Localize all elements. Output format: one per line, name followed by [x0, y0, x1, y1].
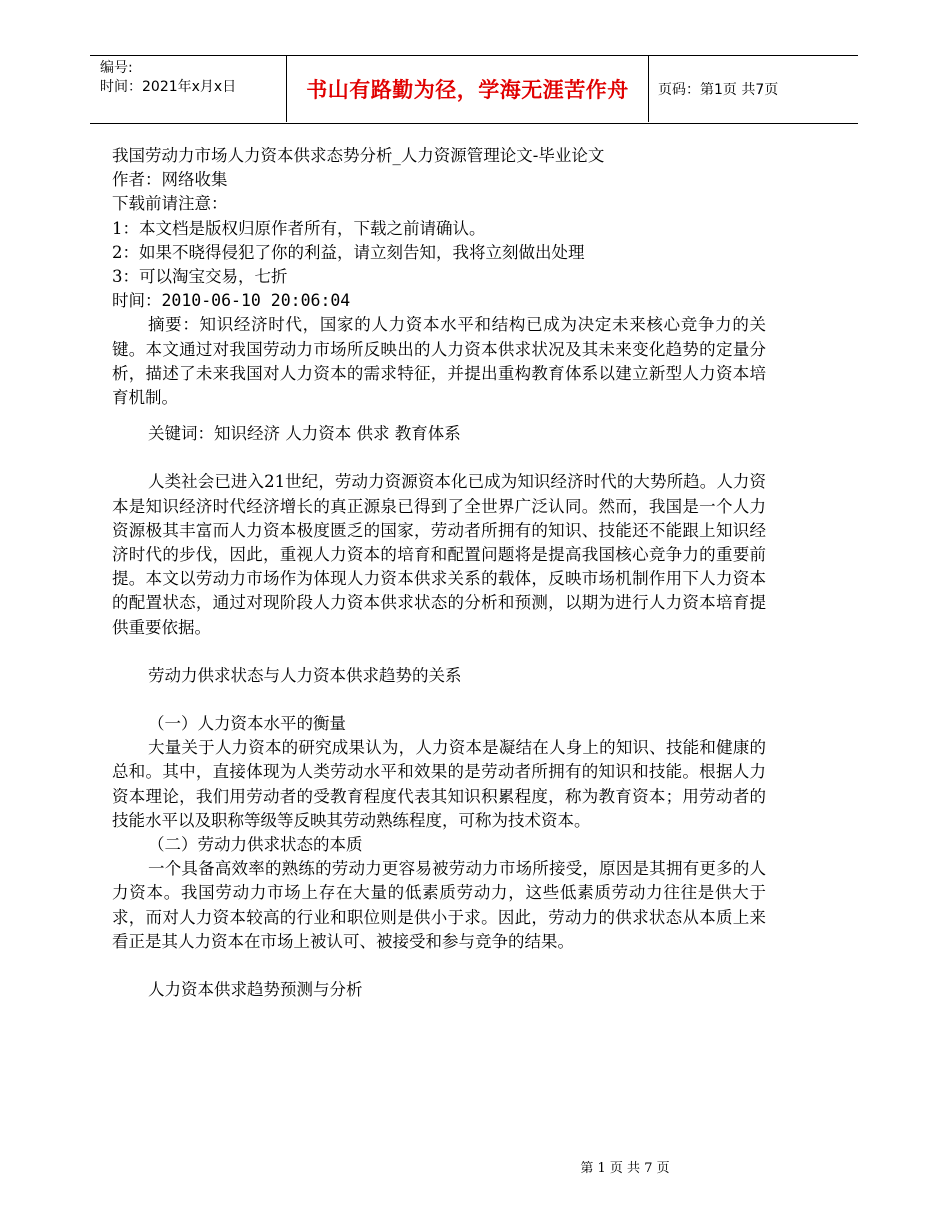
notice-title: 下载前请注意： [112, 194, 228, 214]
intro-paragraph: 人类社会已进入21世纪，劳动力资源资本化已成为知识经济时代的大势所趋。人力资本是知识经济时代经济增长的真正源泉已得到了全世界广泛认同。然而，我国是一个人力资源极其丰富而人力资本极度匮乏的国家，劳动者所拥有的知识、技能还不能跟上知识经济时代的步伐，因此，重视人力资本的培育和配置问题将是提高我国核心竞争力的重要前提。本文以劳动力市场作为体现人力资本供求关系的载体，反映市场机制作用下人力资本的配置状态，通过对现阶段人力资本供求状态的分析和预测，以期为进行人力资本培育提供重要依据。 [112, 472, 766, 637]
section-heading-1: 劳动力供求状态与人力资本供求趋势的关系 [148, 665, 462, 685]
time-label: 时间：2021年x月x日 [100, 79, 237, 95]
header-page-info [658, 56, 778, 122]
subsection-body-2: 一个具备高效率的熟练的劳动力更容易被劳动力市场所接受，原因是其拥有更多的人力资本。我国劳动力市场上存在大量的低素质劳动力，这些低素质劳动力往往是供大于求，而对人力资本较高的行业和职位则是供小于求。因此，劳动力的供求状态从本质上来看正是其人力资本在市场上被认可、被接受和参与竞争的结果。 [112, 859, 766, 951]
doc-title: 我国劳动力市场人力资本供求态势分析_人力资源管理论文-毕业论文 [112, 146, 605, 165]
document-body [112, 144, 766, 1002]
page-footer [0, 1157, 950, 1176]
serial-label: 编号: [100, 60, 133, 76]
header-motto-cell [286, 56, 649, 122]
notice-item-1: 1：本文档是版权归原作者所有，下载之前请确认。 [112, 218, 486, 238]
abstract-paragraph: 摘要：知识经济时代，国家的人力资本水平和结构已成为决定未来核心竞争力的关键。本文通过对我国劳动力市场所反映出的人力资本供求状况及其未来变化趋势的定量分析，描述了未来我国对人力资本的需求特征，并提出重构教育体系以建立新型人力资本培育机制。 [112, 315, 766, 408]
section-heading-2: 人力资本供求趋势预测与分析 [148, 980, 363, 1000]
doc-author: 作者：网络收集 [112, 170, 228, 190]
motto: 书山有路勤为径，学海无涯苦作舟 [306, 78, 629, 102]
keywords: 关键词：知识经济 人力资本 供求 教育体系 [148, 424, 461, 444]
footer-page-number: 第 1 页 共 7 页 [580, 1161, 670, 1176]
header-meta [100, 59, 236, 97]
subsection-body-1: 大量关于人力资本的研究成果认为，人力资本是凝结在人身上的知识、技能和健康的总和。其中，直接体现为人类劳动水平和效果的是劳动者所拥有的知识和技能。根据人力资本理论，我们用劳动者的受教育程度代表其知识积累程度，称为教育资本；用劳动者的技能水平以及职称等级等反映其劳动熟练程度，可称为技术资本。 [112, 738, 766, 830]
doc-timestamp: 时间：2010-06-10 20:06:04 [112, 291, 351, 311]
notice-item-2: 2：如果不晓得侵犯了你的利益，请立刻告知，我将立刻做出处理 [112, 242, 585, 262]
subsection-heading-1: （一）人力资本水平的衡量 [148, 714, 346, 734]
notice-item-3: 3：可以淘宝交易，七折 [112, 267, 288, 287]
page-label: 页码：第1页 共7页 [658, 82, 779, 98]
page-header [90, 55, 858, 124]
subsection-heading-2: （二）劳动力供求状态的本质 [148, 835, 363, 855]
